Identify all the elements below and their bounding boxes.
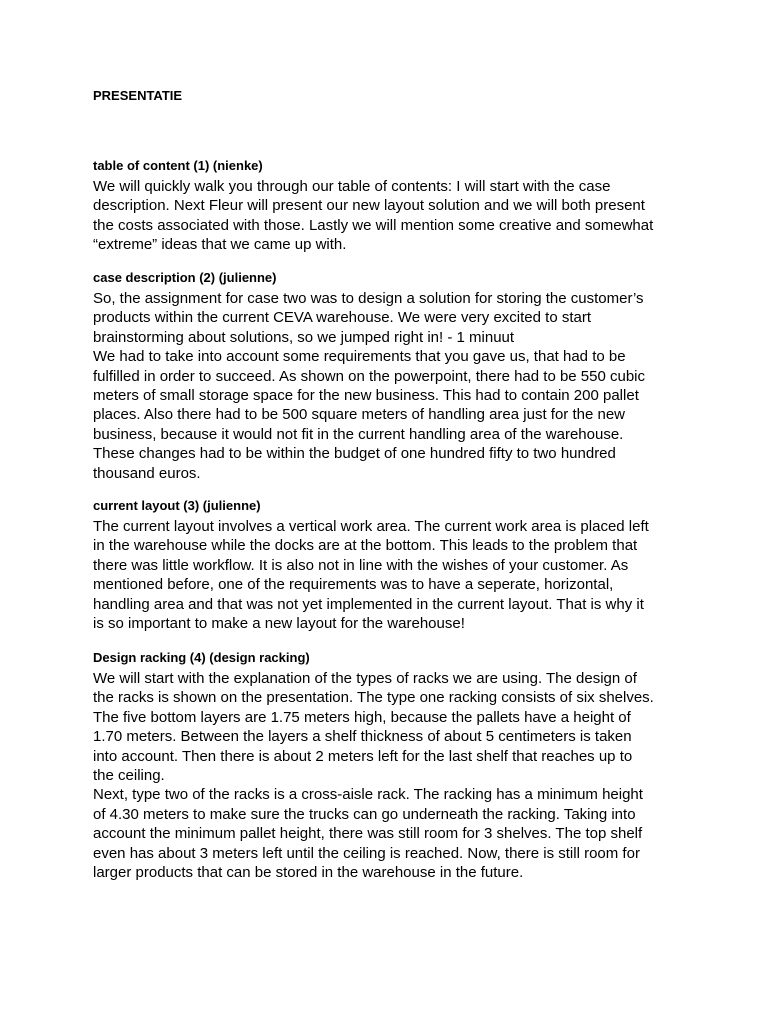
section-current-layout bbox=[93, 497, 683, 633]
section-heading: table of content (1) (nienke) bbox=[93, 158, 263, 173]
section-paragraph: We will quickly walk you through our table of contents: I will start with the case description. Next Fleur will present our new layout solution and we will both present the costs associated with those. Lastly we will mention some creative and somewhat “extreme” ideas that we came up with. bbox=[93, 178, 654, 254]
section-heading: case description (2) (julienne) bbox=[93, 270, 277, 285]
section-paragraph: We will start with the explanation of the types of racks we are using. The design of the racks is shown on the presentation. The type one racking consists of six shelves. The five bottom layers are 1.75 meters high, because the pallets have a height of 1.70 meters. Between the layers a shelf thickness of about 5 centimeters is taken into account. Then there is about 2 meters left for the last shelf that reaches up to the ceiling. bbox=[93, 670, 654, 785]
section-heading: current layout (3) (julienne) bbox=[93, 498, 261, 513]
section-design-racking bbox=[93, 649, 683, 882]
section-paragraph: The current layout involves a vertical work area. The current work area is placed left in the warehouse while the docks are at the bottom. This leads to the problem that there was little workflow. It is also not in line with the wishes of your customer. As mentioned before, one of the requirements was to have a seperate, horizontal, handling area and that was not yet implemented in the current layout. That is why it is so important to make a new layout for the warehouse! bbox=[93, 518, 649, 633]
document-title: PRESENTATIE bbox=[93, 88, 183, 103]
section-paragraph: So, the assignment for case two was to design a solution for storing the customer’s products within the current CEVA warehouse. We were very excited to start brainstorming about solutions, so we jumped right in! - 1 minuut bbox=[93, 290, 644, 346]
section-heading: Design racking (4) (design racking) bbox=[93, 650, 310, 665]
section-table-of-content bbox=[93, 157, 683, 255]
section-case-description bbox=[93, 269, 683, 483]
section-paragraph: Next, type two of the racks is a cross-aisle rack. The racking has a minimum height of 4.30 meters to make sure the trucks can go underneath the racking. Taking into account the minimum pallet height, there was still room for 3 shelves. The top shelf even has about 3 meters left until the ceiling is reached. Now, there is still room for larger products that can be stored in the warehouse in the future. bbox=[93, 786, 643, 882]
section-paragraph: We had to take into account some requirements that you gave us, that had to be fulfilled in order to succeed. As shown on the powerpoint, there had to be 550 cubic meters of small storage space for the new business. This had to contain 200 pallet places. Also there had to be 500 square meters of handling area just for the new business, because it would not fit in the current handling area of the warehouse. These changes had to be within the budget of one hundred fifty to two hundred thousand euros. bbox=[93, 348, 646, 482]
